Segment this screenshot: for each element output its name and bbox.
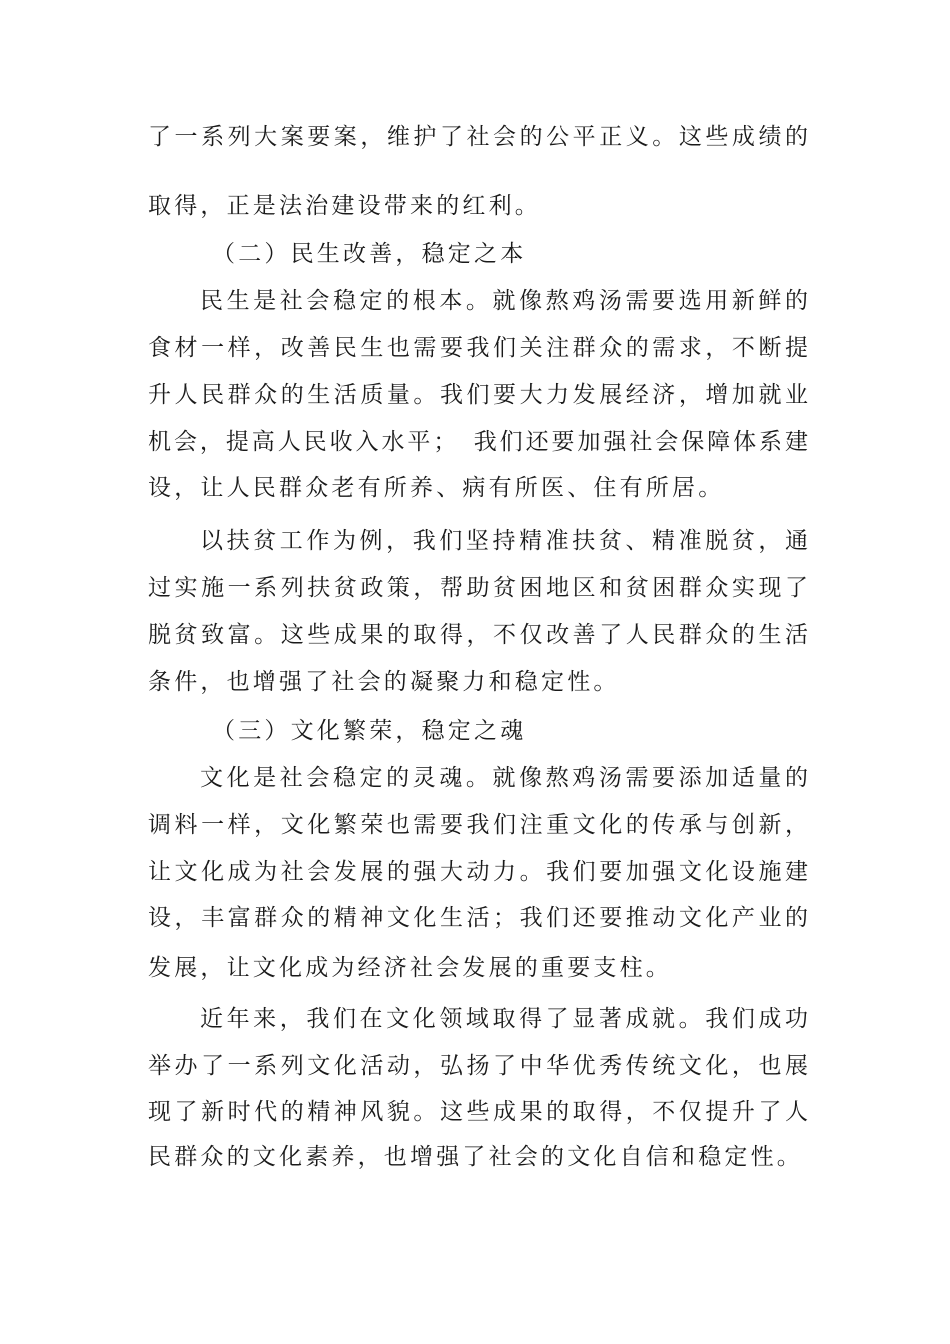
body-line: 让文化成为社会发展的强大动力。我们要加强文化设施建 xyxy=(148,859,808,885)
body-line: 民生是社会稳定的根本。就像熬鸡汤需要选用新鲜的 xyxy=(200,288,808,314)
body-line: 民群众的文化素养，也增强了社会的文化自信和稳定性。 xyxy=(148,1144,803,1170)
body-line: 近年来，我们在文化领域取得了显著成就。我们成功 xyxy=(200,1006,808,1032)
body-line: 脱贫致富。这些成果的取得，不仅改善了人民群众的生活 xyxy=(148,622,808,648)
section-heading: （二）民生改善，稳定之本 xyxy=(212,241,527,267)
body-line: 升人民群众的生活质量。我们要大力发展经济，增加就业 xyxy=(148,382,808,408)
section-heading: （三）文化繁荣，稳定之魂 xyxy=(212,718,527,744)
body-line: 了一系列大案要案，维护了社会的公平正义。这些成绩的 xyxy=(148,124,808,150)
body-line: 食材一样，改善民生也需要我们关注群众的需求，不断提 xyxy=(148,335,808,361)
body-line: 以扶贫工作为例，我们坚持精准扶贫、精准脱贫，通 xyxy=(200,528,808,554)
body-line: 过实施一系列扶贫政策，帮助贫困地区和贫困群众实现了 xyxy=(148,575,808,601)
body-line: 机会，提高人民收入水平； 我们还要加强社会保障体系建 xyxy=(148,429,808,455)
body-line: 调料一样，文化繁荣也需要我们注重文化的传承与创新， xyxy=(148,812,808,838)
body-line: 取得，正是法治建设带来的红利。 xyxy=(148,193,541,219)
body-line: 现了新时代的精神风貌。这些成果的取得，不仅提升了人 xyxy=(148,1099,808,1125)
body-line: 举办了一系列文化活动，弘扬了中华优秀传统文化，也展 xyxy=(148,1053,808,1079)
body-line: 发展，让文化成为经济社会发展的重要支柱。 xyxy=(148,955,672,981)
body-line: 文化是社会稳定的灵魂。就像熬鸡汤需要添加适量的 xyxy=(200,765,808,791)
body-line: 设，让人民群众老有所养、病有所医、住有所居。 xyxy=(148,475,725,501)
body-line: 条件，也增强了社会的凝聚力和稳定性。 xyxy=(148,669,620,695)
body-line: 设，丰富群众的精神文化生活；我们还要推动文化产业的 xyxy=(148,905,808,931)
